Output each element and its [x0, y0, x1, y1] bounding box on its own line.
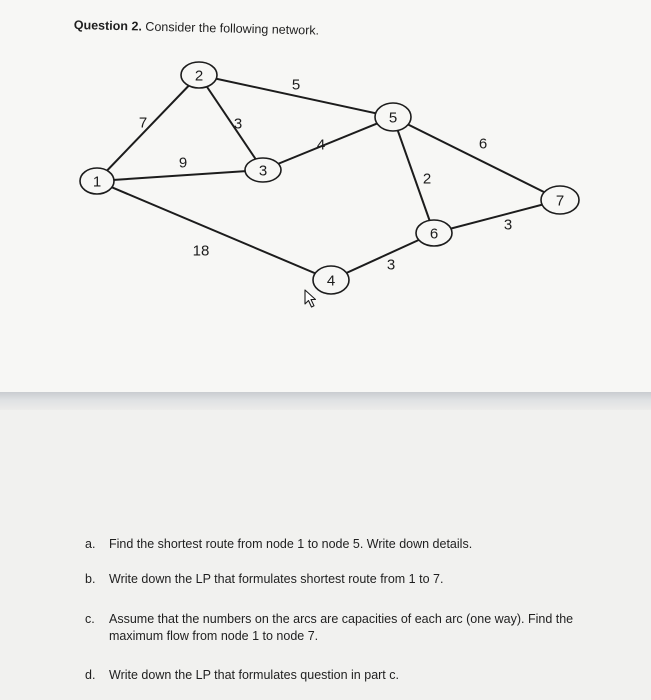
edge-weight-1-2: 7 — [138, 114, 148, 132]
edge-weight-6-7: 3 — [503, 216, 513, 234]
part-text: Find the shortest route from node 1 to node 5. Write down details. — [109, 537, 473, 551]
node-label: 1 — [92, 173, 102, 191]
node-5 — [375, 103, 411, 131]
question-part-b — [85, 571, 633, 588]
edge-weight-1-3: 9 — [178, 154, 188, 172]
edges-layer — [97, 75, 560, 280]
edge-1-3 — [97, 170, 263, 181]
node-4 — [313, 266, 349, 294]
edge-2-3 — [199, 75, 263, 170]
edge-weight-3-5: 4 — [316, 136, 326, 154]
part-letter: d. — [85, 668, 96, 682]
part-letter: a. — [85, 537, 96, 551]
mouse-pointer-icon — [305, 290, 316, 307]
edge-weight-1-4: 18 — [192, 242, 210, 260]
part-text: Assume that the numbers on the arcs are capacities of each arc (one way). Find the maximum flow from node 1 to node 7. — [109, 612, 574, 643]
node-label: 6 — [429, 225, 439, 243]
part-text: Write down the LP that formulates question in part c. — [109, 668, 399, 682]
part-letter: b. — [85, 572, 96, 586]
node-6 — [416, 220, 452, 246]
node-3 — [245, 158, 281, 182]
node-label: 5 — [388, 109, 398, 127]
node-label: 4 — [326, 272, 336, 290]
node-1 — [80, 168, 114, 194]
node-label: 2 — [194, 67, 204, 85]
edge-1-4 — [97, 181, 331, 280]
panel-divider — [0, 392, 651, 410]
question-part-c — [85, 611, 633, 645]
lower-panel — [0, 410, 651, 700]
edge-weight-2-3: 3 — [233, 115, 243, 133]
node-label: 7 — [555, 192, 565, 210]
part-text: Write down the LP that formulates shortest route from 1 to 7. — [109, 572, 444, 586]
question-part-d — [85, 667, 633, 684]
edge-weight-5-6: 2 — [422, 170, 432, 188]
question-number: Question 2. — [73, 18, 143, 34]
question-prompt: Consider the following network. — [145, 19, 320, 38]
question-part-a — [85, 536, 633, 553]
edge-weight-5-7: 6 — [478, 135, 488, 153]
node-7 — [541, 186, 579, 214]
node-label: 3 — [258, 162, 268, 180]
edge-6-7 — [434, 200, 560, 233]
edge-weight-2-5: 5 — [291, 76, 301, 94]
edge-3-5 — [263, 117, 393, 170]
part-letter: c. — [85, 612, 95, 626]
edge-weight-4-6: 3 — [386, 256, 396, 274]
node-2 — [181, 62, 217, 88]
